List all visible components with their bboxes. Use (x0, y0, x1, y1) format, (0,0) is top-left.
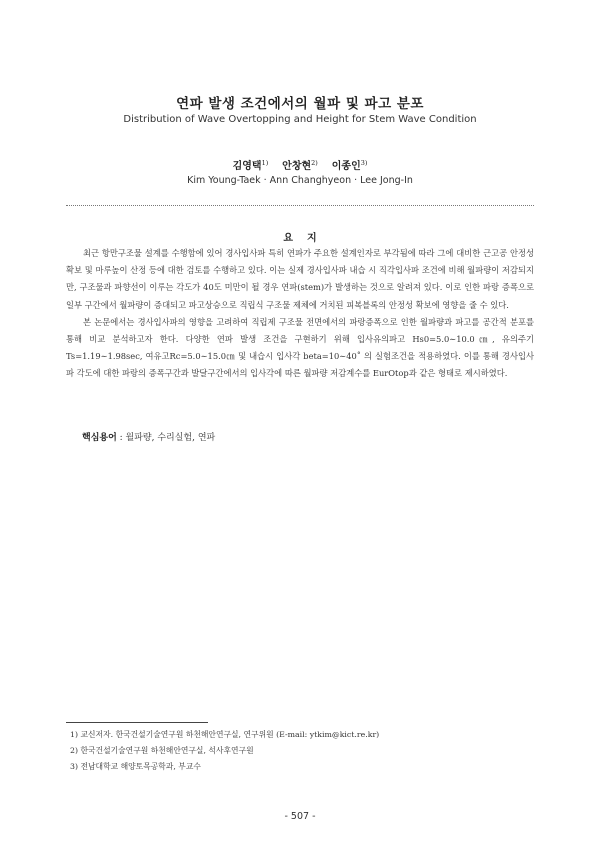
footnote: 1) 교신저자. 한국건설기술연구원 하천해안연구실, 연구위원 (E-mail: ytkim@kict.re.kr) (70, 730, 380, 739)
abstract-paragraph: 본 논문에서는 경사입사파의 영향을 고려하여 직립제 구조물 전면에서의 파랑증폭으로 인한 월파량과 파고를 공간적 분포를 통해 비교 분석하고자 한다. 다양한 연파 발생 조건을 구현하기 위해 입사유의파고 Hs0=5.0∼10.0㎝, 유의주기 Ts=1.19∼1.98sec, 여유고Rc=5.0∼15.0㎝ 및 내습시 입사각 beta=10∼40˚ 의 실험조건을 적용하였다. 이를 통해 경사입사파 각도에 대한 파랑의 증폭구간과 발달구간에서의 입사각에 따른 월파량 저감계수를 EurOtop과 같은 형태로 제시하였다. (66, 316, 534, 379)
keywords (82, 430, 215, 443)
author-name: 김영택 (232, 161, 262, 172)
abstract-paragraph: 최근 항만구조물 설계를 수행함에 있어 경사입사파 특히 연파가 주요한 설계인자로 부각됨에 따라 그에 대비한 근고공 안정성 확보 및 마루높이 산정 등에 대한 검토를 수행하고 있다. 이는 실제 경사입사파 내습 시 직각입사파 조건에 비해 월파량이 저감되지만, 구조물과 파향선이 이루는 각도가 40도 미만이 될 경우 연파(stem)가 발생하는 것으로 알려져 있다. 이로 인한 파랑 증폭으로 일부 구간에서 월파량이 증대되고 파고상승으로 직립식 구조물 제체에 거치된 피복블록의 안정성 확보에 영향을 줄 수 있다. (66, 248, 534, 310)
author-name: 이종인 (331, 161, 361, 172)
authors-korean (0, 157, 600, 172)
footnote-rule (66, 722, 208, 723)
abstract-heading-char: 지 (307, 233, 317, 244)
footnote: 2) 한국건설기술연구원 하천해안연구실, 석사후연구원 (70, 746, 254, 755)
abstract-heading (0, 229, 600, 244)
keywords-text: 월파량, 수리실험, 연파 (125, 433, 216, 443)
footnote: 3) 전남대학교 해양토목공학과, 부교수 (70, 762, 201, 771)
section-divider (66, 205, 534, 206)
paper-title-korean: 연파 발생 조건에서의 월파 및 파고 분포 (176, 96, 424, 112)
page-number: - 507 - (284, 811, 316, 822)
keywords-label: 핵심용어 (82, 433, 117, 443)
author-footnote-mark: 2) (311, 159, 318, 167)
author-footnote-mark: 3) (360, 159, 368, 167)
author-name: 안창현 (282, 161, 312, 172)
authors-english: Kim Young-Taek · Ann Changhyeon · Lee Jong-In (187, 175, 413, 186)
abstract-body (66, 245, 534, 383)
paper-title-english: Distribution of Wave Overtopping and Height for Stem Wave Condition (123, 114, 477, 125)
author-footnote-mark: 1) (261, 159, 269, 167)
abstract-heading-char: 요 (283, 233, 293, 244)
keywords-separator: : (116, 433, 126, 443)
